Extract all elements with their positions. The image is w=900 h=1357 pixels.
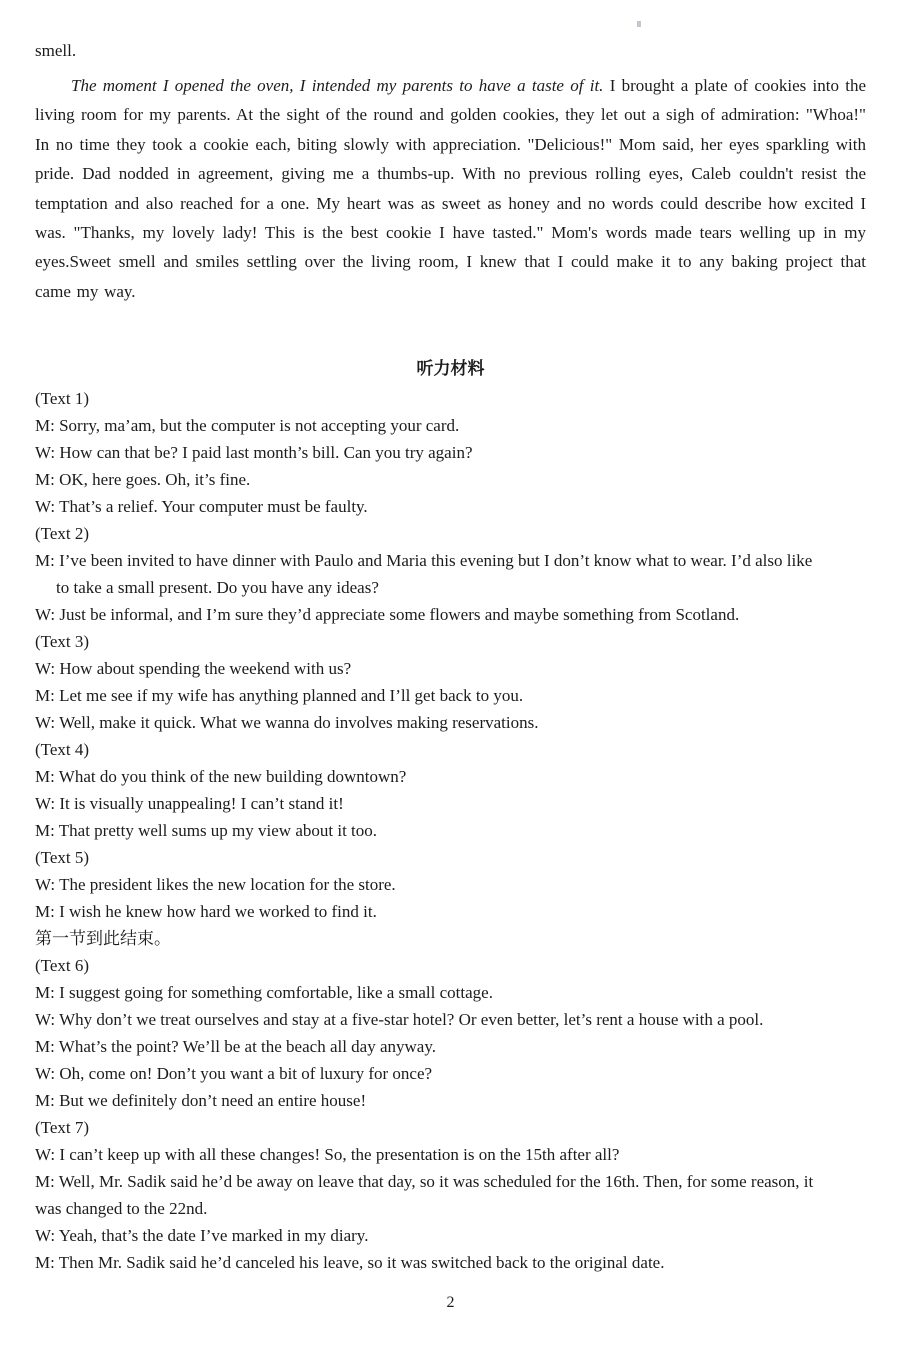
transcript-line: M: What do you think of the new building downtown? xyxy=(35,767,407,787)
transcript-line: W: Well, make it quick. What we wanna do involves making reservations. xyxy=(35,713,539,733)
transcript-text-label: (Text 5) xyxy=(35,848,90,868)
transcript-text-label: (Text 2) xyxy=(35,524,90,544)
transcript-line: M: But we definitely don’t need an entire house! xyxy=(35,1091,367,1111)
listening-transcript xyxy=(35,385,866,1276)
transcript-line: W: Yeah, that’s the date I’ve marked in my diary. xyxy=(35,1226,369,1246)
transcript-text-label: (Text 7) xyxy=(35,1118,90,1138)
italic-opening-sentence: The moment I opened the oven, I intended my parents to have a taste of it. xyxy=(71,76,604,95)
transcript-line: M: Let me see if my wife has anything planned and I’ll get back to you. xyxy=(35,686,524,706)
transcript-text-label: (Text 4) xyxy=(35,740,90,760)
transcript-line: W: That’s a relief. Your computer must be faulty. xyxy=(35,497,368,517)
transcript-line: W: It is visually unappealing! I can’t stand it! xyxy=(35,794,344,814)
listening-material-heading: 听力材料 xyxy=(416,359,485,379)
transcript-line: W: The president likes the new location for the store. xyxy=(35,875,396,895)
transcript-line: M: Then Mr. Sadik said he’d canceled his leave, so it was switched back to the original date. xyxy=(35,1253,665,1273)
transcript-line: M: That pretty well sums up my view about it too. xyxy=(35,821,378,841)
transcript-line: W: Oh, come on! Don’t you want a bit of luxury for once? xyxy=(35,1064,433,1084)
transcript-line: W: Just be informal, and I’m sure they’d appreciate some flowers and maybe something from Scotland. xyxy=(35,605,740,625)
transcript-line: W: Why don’t we treat ourselves and stay at a five-star hotel? Or even better, let’s rent a house with a pool. xyxy=(35,1010,764,1030)
section-end-note: 第一节到此结束。 xyxy=(35,929,171,949)
transcript-line: M: Well, Mr. Sadik said he’d be away on leave that day, so it was scheduled for the 16th. Then, for some reason, it xyxy=(35,1172,814,1192)
transcript-line-continuation: to take a small present. Do you have any ideas? xyxy=(56,578,379,598)
transcript-line: M: OK, here goes. Oh, it’s fine. xyxy=(35,470,251,490)
transcript-line: W: How can that be? I paid last month’s bill. Can you try again? xyxy=(35,443,473,463)
transcript-line: W: How about spending the weekend with us? xyxy=(35,659,352,679)
paragraph-continuation-line: smell. xyxy=(35,41,77,60)
transcript-text-label: (Text 6) xyxy=(35,956,90,976)
transcript-text-label: (Text 1) xyxy=(35,389,90,409)
scan-artifact xyxy=(637,21,641,27)
story-conclusion-paragraph xyxy=(35,71,866,306)
transcript-line: M: I suggest going for something comfortable, like a small cottage. xyxy=(35,983,493,1003)
transcript-text-label: (Text 3) xyxy=(35,632,90,652)
transcript-line: M: I’ve been invited to have dinner with Paulo and Maria this evening but I don’t know what to wear. I’d also like xyxy=(35,551,813,571)
transcript-line: M: What’s the point? We’ll be at the beach all day anyway. xyxy=(35,1037,436,1057)
page-number: 2 xyxy=(446,1294,455,1312)
transcript-line-continuation: was changed to the 22nd. xyxy=(35,1199,208,1219)
transcript-line: W: I can’t keep up with all these changes! So, the presentation is on the 15th after all? xyxy=(35,1145,620,1165)
transcript-line: M: Sorry, ma’am, but the computer is not accepting your card. xyxy=(35,416,460,436)
paragraph-body-text: I brought a plate of cookies into the living room for my parents. At the sight of the round and golden cookies, they let out a sigh of admiration: "Whoa!" In no time they took a cookie each, biting slowly with appreciation. "Delicious!" Mom said, her eyes sparkling with pride. Dad nodded in agreement, giving me a thumbs-up. With no previous rolling eyes, Caleb couldn't resist the temptation and also reached for a one. My heart was as sweet as honey and no words could describe how excited I was. "Thanks, my lovely lady! This is the best cookie I have tasted." Mom's words made tears welling up in my eyes.Sweet smell and smiles settling over the living room, I knew that I could make it to any baking project that came my way. xyxy=(35,76,866,301)
transcript-line: M: I wish he knew how hard we worked to find it. xyxy=(35,902,377,922)
